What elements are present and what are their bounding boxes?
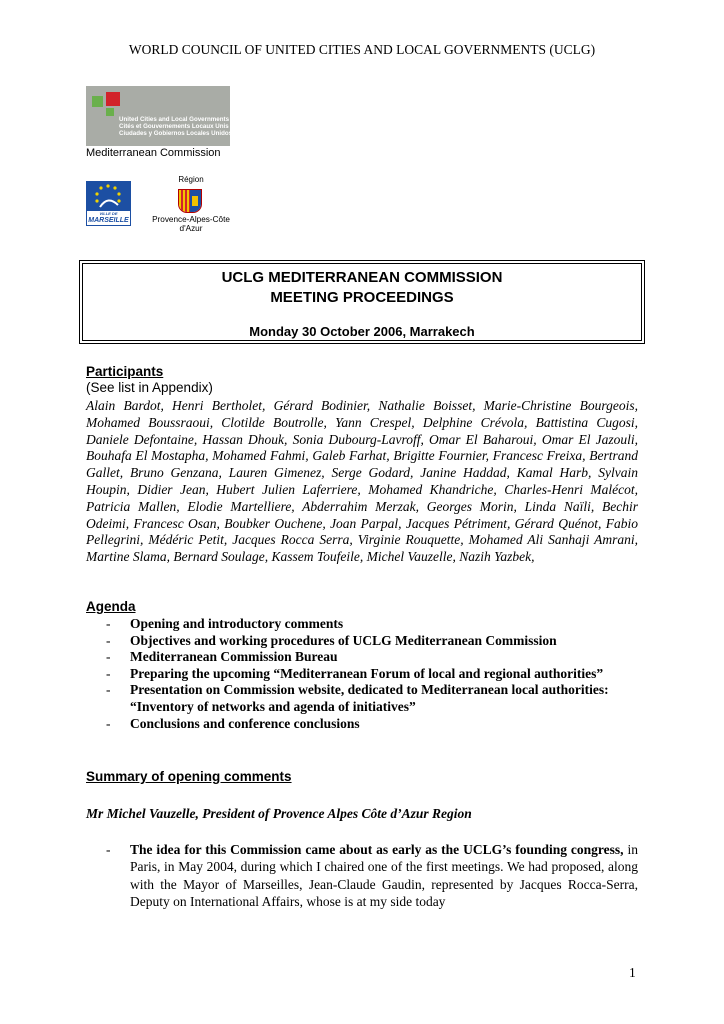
list-dash: - [106, 616, 111, 631]
page-number: 1 [629, 965, 636, 980]
marseille-logo [86, 181, 131, 226]
agenda-item-text: Mediterranean Commission Bureau [130, 649, 338, 665]
agenda-item-text: Conclusions and conference conclusions [130, 715, 360, 731]
logo-green-square [92, 96, 103, 107]
uclg-logo-line-es: Ciudades y Gobiernos Locales Unidos [119, 130, 233, 138]
agenda-item-text: Opening and introductory comments [130, 616, 344, 631]
agenda-item [106, 666, 626, 683]
speaker-line: Mr Michel Vauzelle, President of Provence Alpes Côte d’Azur Region [86, 806, 472, 821]
agenda-list [106, 616, 626, 732]
participants-heading: Participants [86, 364, 164, 379]
agenda-item-text: Preparing the upcoming “Mediterranean Forum of local and regional authorities” [130, 665, 604, 681]
commission-caption: Mediterranean Commission [86, 147, 221, 159]
region-shield-icon [178, 189, 202, 213]
region-logo-top: Région [178, 175, 204, 184]
agenda-item [106, 616, 626, 633]
document-header: WORLD COUNCIL OF UNITED CITIES AND LOCAL GOVERNMENTS (UCLG) [128, 42, 596, 57]
opening-paragraph [106, 841, 638, 910]
summary-heading: Summary of opening comments [86, 769, 292, 784]
star-ring-icon [86, 181, 131, 215]
marseille-small-text: VILLE DE [99, 211, 118, 216]
agenda-item-text: Objectives and working procedures of UCLG Mediterranean Commission [130, 632, 557, 648]
logo-red-square [106, 92, 120, 106]
meeting-date: Monday 30 October 2006, Marrakech [249, 324, 475, 339]
agenda-item [106, 649, 626, 666]
uclg-logo-line-fr: Cités et Gouvernements Locaux Unis [119, 123, 229, 131]
region-logo [140, 175, 242, 233]
logo-green-square-small [106, 108, 114, 116]
list-dash: - [106, 665, 111, 681]
uclg-logo-line-en: United Cities and Local Governments [119, 116, 230, 123]
paragraph-text: in Paris, in May 2004, during which I chaired one of the first meetings. We had proposed, along with the Mayor of Marseilles, Jean-Claude Gaudin, represented by Jacques Rocca-Serra, Deputy on International Affairs, whose is at my side today [130, 842, 638, 909]
list-dash: - [106, 649, 111, 665]
participants-list: Alain Bardot, Henri Bertholet, Gérard Bodinier, Nathalie Boisset, Marie-Christine Bourgeois, Mohamed Boussraoui, Clotilde Boutrolle, Yann Crespel, Delphine Crévola, Battistina Cugosi, Daniele Defontaine, Hassan Dhouk, Sonia Dubourg-Lavroff, Omar El Baharoui, Omar El Jazouli, Bouhafa El Mostapha, Mohamed Fahmi, Galeb Farhat, Brigitte Fournier, Francesc Freixa, Bertrand Gallet, Bruno Genzana, Lauren Gimenez, Serge Godard, Janine Haddad, Kamal Harb, Sylvain Houpin, Didier Jean, Hubert Julien Laferriere, Mohamed Khandriche, Charles-Henri Malécot, Patricia Mallen, Elodie Martelliere, Abderrahim Merzak, Georges Morin, Linda Naïli, Bechir Odeimi, Francesc Osan, Boubker Ouchene, Joan Parpal, Jacques Pétriment, Gérard Quénot, Fabio Pellegrini, Médéric Petit, Jacques Rocca Serra, Virginie Rouquette, Mohamed Ali Sanhaji Amrani, Martine Slama, Bernard Soulage, Kassem Toufeile, Michel Vauzelle, Nazih Yazbek, [86, 398, 638, 565]
list-dash: - [106, 842, 111, 857]
agenda-heading: Agenda [86, 599, 136, 614]
paragraph-bold-lead: The idea for this Commission came about as early as the UCLG’s founding congress, [130, 842, 624, 857]
uclg-logo-text [119, 116, 232, 138]
agenda-item [106, 633, 626, 650]
list-dash: - [106, 682, 111, 698]
list-dash: - [106, 715, 111, 731]
document-title: UCLG MEDITERRANEAN COMMISSION [221, 269, 503, 286]
see-list-note: (See list in Appendix) [86, 380, 213, 395]
list-dash: - [106, 632, 111, 648]
title-box [79, 260, 645, 344]
document-subtitle: MEETING PROCEEDINGS [270, 289, 454, 306]
uclg-logo [86, 86, 233, 146]
region-logo-bottom: Provence-Alpes-Côte d'Azur [152, 215, 230, 233]
marseille-logo-text: MARSEILLE [88, 217, 129, 224]
agenda-item [106, 682, 626, 715]
agenda-item [106, 716, 626, 733]
agenda-item-text: Presentation on Commission website, dedicated to Mediterranean local authorities: “Inventory of networks and agenda of initiatives” [130, 682, 609, 714]
